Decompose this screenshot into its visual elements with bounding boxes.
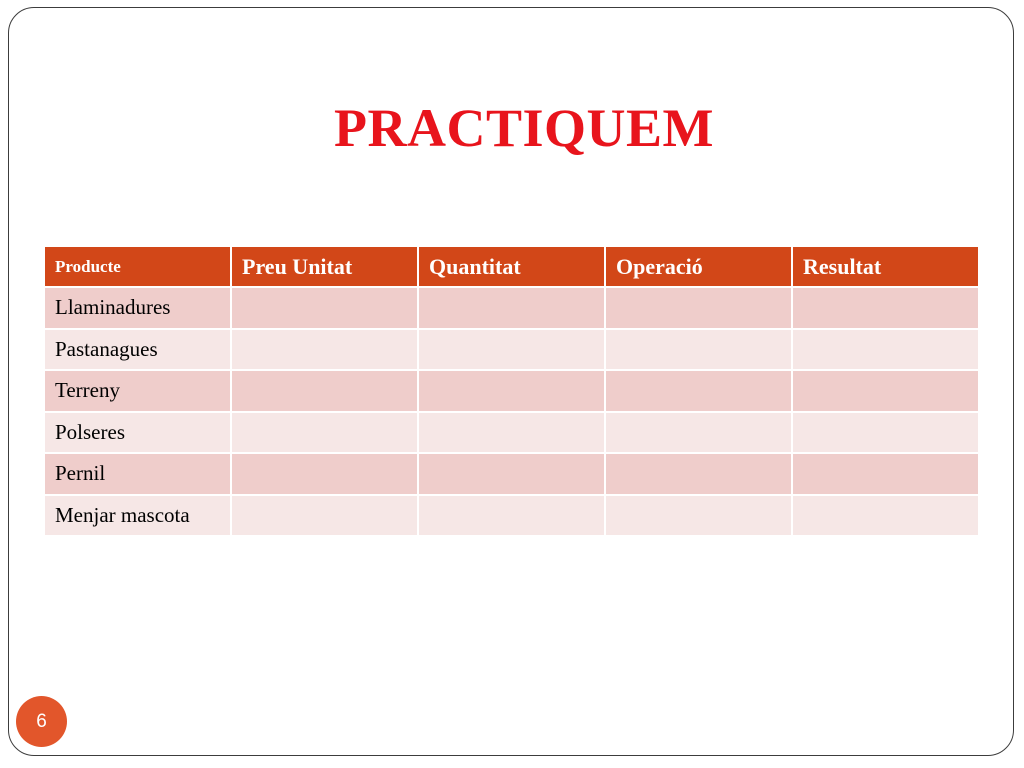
table-row <box>45 454 978 494</box>
table-row <box>45 496 978 536</box>
cell-unit-price <box>232 371 417 411</box>
header-preu-unitat: Preu Unitat <box>232 247 417 286</box>
cell-quantity <box>419 288 604 328</box>
table-header-row <box>45 247 978 286</box>
cell-result <box>793 454 978 494</box>
cell-product: Menjar mascota <box>45 496 230 536</box>
header-resultat: Resultat <box>793 247 978 286</box>
page-number-badge: 6 <box>16 696 67 747</box>
cell-operation <box>606 413 791 453</box>
cell-result <box>793 330 978 370</box>
cell-operation <box>606 496 791 536</box>
cell-quantity <box>419 330 604 370</box>
cell-unit-price <box>232 330 417 370</box>
cell-product: Terreny <box>45 371 230 411</box>
cell-operation <box>606 454 791 494</box>
slide-title: PRACTIQUEM <box>334 98 714 158</box>
cell-unit-price <box>232 288 417 328</box>
cell-result <box>793 371 978 411</box>
cell-operation <box>606 288 791 328</box>
cell-operation <box>606 330 791 370</box>
cell-unit-price <box>232 454 417 494</box>
cell-quantity <box>419 413 604 453</box>
cell-unit-price <box>232 413 417 453</box>
cell-unit-price <box>232 496 417 536</box>
cell-product: Llaminadures <box>45 288 230 328</box>
header-producte: Producte <box>45 247 230 286</box>
practice-table <box>43 245 980 537</box>
cell-operation <box>606 371 791 411</box>
table-row <box>45 413 978 453</box>
cell-quantity <box>419 454 604 494</box>
table-row <box>45 288 978 328</box>
cell-result <box>793 288 978 328</box>
cell-result <box>793 413 978 453</box>
table-row <box>45 371 978 411</box>
cell-product: Pastanagues <box>45 330 230 370</box>
cell-quantity <box>419 371 604 411</box>
cell-product: Pernil <box>45 454 230 494</box>
table-row <box>45 330 978 370</box>
cell-result <box>793 496 978 536</box>
cell-product: Polseres <box>45 413 230 453</box>
header-operacio: Operació <box>606 247 791 286</box>
header-quantitat: Quantitat <box>419 247 604 286</box>
cell-quantity <box>419 496 604 536</box>
